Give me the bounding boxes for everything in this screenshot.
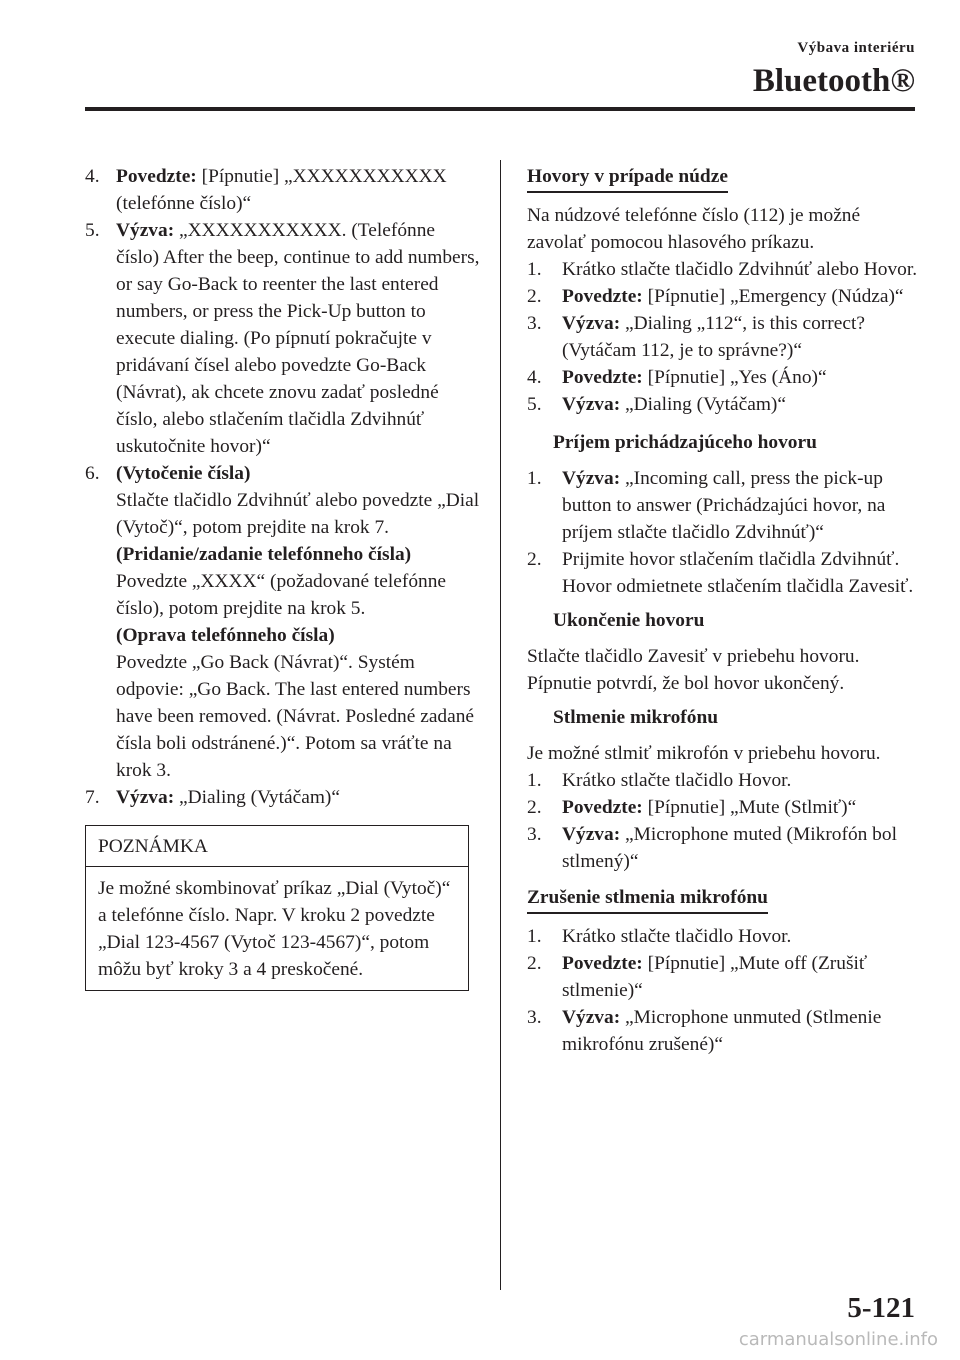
step-content: Prijmite hovor stlačením tlačidla Zdvihnúť. — [562, 549, 900, 570]
step-content: „Microphone unmuted (Stlmenie mikrofónu zrušené)“ — [562, 1007, 882, 1055]
step-text: Krátko stlačte tlačidlo Hovor. — [562, 770, 792, 791]
step-number: 1. — [527, 770, 542, 791]
step-text — [116, 163, 480, 217]
step-text — [116, 784, 480, 811]
section-heading-emergency: Hovory v prípade núdze — [527, 163, 728, 193]
step-text: Krátko stlačte tlačidlo Zdvihnúť alebo Hovor. — [562, 259, 918, 280]
paragraph: Stlačte tlačidlo Zavesiť v priebehu hovoru. Pípnutie potvrdí, že bol hovor ukončený. — [527, 646, 860, 694]
step-text — [116, 460, 480, 784]
step-number: 4. — [85, 166, 100, 187]
step-content: [Pípnutie] „Emergency (Núdza)“ — [642, 286, 904, 307]
step-label: Výzva: — [562, 394, 621, 415]
step-number: 1. — [527, 926, 542, 947]
section-heading-end-call: Ukončenie hovoru — [553, 610, 705, 631]
list-item — [527, 310, 922, 364]
page-number: 5-121 — [847, 1292, 915, 1324]
section-heading-incoming-call: Príjem prichádzajúceho hovoru — [553, 432, 817, 453]
step-label: Výzva: — [562, 1007, 621, 1028]
step-number: 2. — [527, 953, 542, 974]
step-label: Výzva: — [562, 468, 621, 489]
step-text — [562, 950, 922, 1004]
list-item — [527, 465, 922, 546]
left-column — [85, 163, 480, 991]
list-item — [527, 546, 922, 600]
paragraph: Na núdzové telefónne číslo (112) je možné zavolať pomocou hlasového príkazu. — [527, 205, 861, 253]
step-content: „Dialing (Vytáčam)“ — [174, 787, 340, 808]
step-number: 3. — [527, 313, 542, 334]
step-number: 5. — [85, 220, 100, 241]
step-number: 1. — [527, 468, 542, 489]
step-number: 2. — [527, 797, 542, 818]
step-content: „XXXXXXXXXXX. (Telefónne číslo) After the beep, continue to add numbers, or say Go-Back to reenter the last entered numbers, or press the Pick-Up button to execute dialing. (Po pípnutí pokračujte v pridávaní čísel alebo povedzte Go-Back (Návrat), ak chcete znovu zadať posledné číslo, alebo stlačením tlačidla Zdvihnúť uskutočnite hovor)“ — [116, 220, 480, 457]
step-number: 7. — [85, 787, 100, 808]
section-name: Výbava interiéru — [797, 40, 915, 56]
right-column — [527, 163, 922, 1058]
step-label: Povedzte: — [562, 797, 643, 818]
chapter-title: Bluetooth® — [752, 63, 915, 99]
step-label: Povedzte: — [562, 286, 643, 307]
list-item — [527, 794, 922, 821]
list-item — [527, 364, 922, 391]
step-content: [Pípnutie] „Yes (Áno)“ — [642, 367, 827, 388]
step-label: Výzva: — [562, 313, 621, 334]
section-heading-unmute: Zrušenie stlmenia mikrofónu — [527, 884, 768, 914]
step-number: 2. — [527, 549, 542, 570]
step-label: Výzva: — [116, 787, 175, 808]
step-label: Výzva: — [116, 220, 175, 241]
step-content: [Pípnutie] „XXXXXXXXXXX (telefónne číslo)“ — [116, 166, 447, 214]
step-content: [Pípnutie] „Mute off (Zrušiť stlmenie)“ — [562, 953, 868, 1001]
step-number: 6. — [85, 463, 100, 484]
step-label: Výzva: — [562, 824, 621, 845]
step-text — [562, 283, 922, 310]
list-item — [85, 784, 480, 811]
step-label: Povedzte: — [562, 367, 643, 388]
list-item — [527, 256, 922, 283]
step-text — [562, 546, 922, 600]
step-text: Krátko stlačte tlačidlo Hovor. — [562, 926, 792, 947]
list-item — [527, 950, 922, 1004]
list-item — [85, 163, 480, 217]
step-content: „Dialing „112“, is this correct? (Vytáčam 112, je to správne?)“ — [562, 313, 865, 361]
sub-option-text: Povedzte „Go Back (Návrat)“. Systém odpovie: „Go Back. The last entered numbers have been removed. (Návrat. Posledné zadané čísla boli odstránené.)“. Potom sa vráťte na krok 3. — [116, 652, 475, 781]
step-text — [562, 465, 922, 546]
step-content: „Incoming call, press the pick-up button to answer (Prichádzajúci hovor, na príjem stlačte tlačidlo Zdvihnúť)“ — [562, 468, 886, 543]
sub-option-text: Stlačte tlačidlo Zdvihnúť alebo povedzte „Dial (Vytoč)“, potom prejdite na krok 7. — [116, 490, 480, 538]
list-item — [527, 391, 922, 418]
step-number: 5. — [527, 394, 542, 415]
step-text — [562, 794, 922, 821]
step-text — [562, 310, 922, 364]
step-text — [562, 821, 922, 875]
list-item — [527, 1004, 922, 1058]
step-label: Povedzte: — [116, 166, 197, 187]
step-number: 3. — [527, 1007, 542, 1028]
step-number: 2. — [527, 286, 542, 307]
step-number: 1. — [527, 259, 542, 280]
step-number: 3. — [527, 824, 542, 845]
page-header — [753, 40, 915, 99]
step-text — [562, 364, 922, 391]
header-rule — [85, 107, 915, 111]
step-text — [562, 1004, 922, 1058]
list-item — [85, 460, 480, 784]
step-content: Hovor odmietnete stlačením tlačidla Zavesiť. — [562, 576, 914, 597]
section-heading-mute: Stlmenie mikrofónu — [553, 707, 719, 728]
step-content: „Dialing (Vytáčam)“ — [620, 394, 786, 415]
list-item — [527, 923, 922, 950]
column-divider — [500, 160, 501, 1290]
note-title: POZNÁMKA — [86, 826, 468, 867]
step-content: „Microphone muted (Mikrofón bol stlmený)“ — [562, 824, 897, 872]
list-item — [527, 767, 922, 794]
step-number: 4. — [527, 367, 542, 388]
sub-option-text: Povedzte „XXXX“ (požadované telefónne číslo), potom prejdite na krok 5. — [116, 571, 447, 619]
list-item — [527, 283, 922, 310]
step-content: [Pípnutie] „Mute (Stlmiť)“ — [642, 797, 857, 818]
watermark: carmanualsonline.info — [738, 1329, 938, 1350]
sub-option-title: (Vytočenie čísla) — [116, 463, 251, 484]
step-label: Povedzte: — [562, 953, 643, 974]
note-box — [85, 825, 469, 991]
list-item — [527, 821, 922, 875]
note-text: Je možné skombinovať príkaz „Dial (Vytoč)“ a telefónne číslo. Napr. V kroku 2 povedzte „Dial 123-4567 (Vytoč 123-4567)“, potom môžu byť kroky 3 a 4 preskočené. — [98, 878, 451, 980]
step-text — [562, 391, 922, 418]
sub-option-title: (Pridanie/zadanie telefónneho čísla) — [116, 544, 412, 565]
sub-option-title: (Oprava telefónneho čísla) — [116, 625, 335, 646]
paragraph: Je možné stlmiť mikrofón v priebehu hovoru. — [527, 743, 881, 764]
step-text — [116, 217, 480, 460]
list-item — [85, 217, 480, 460]
